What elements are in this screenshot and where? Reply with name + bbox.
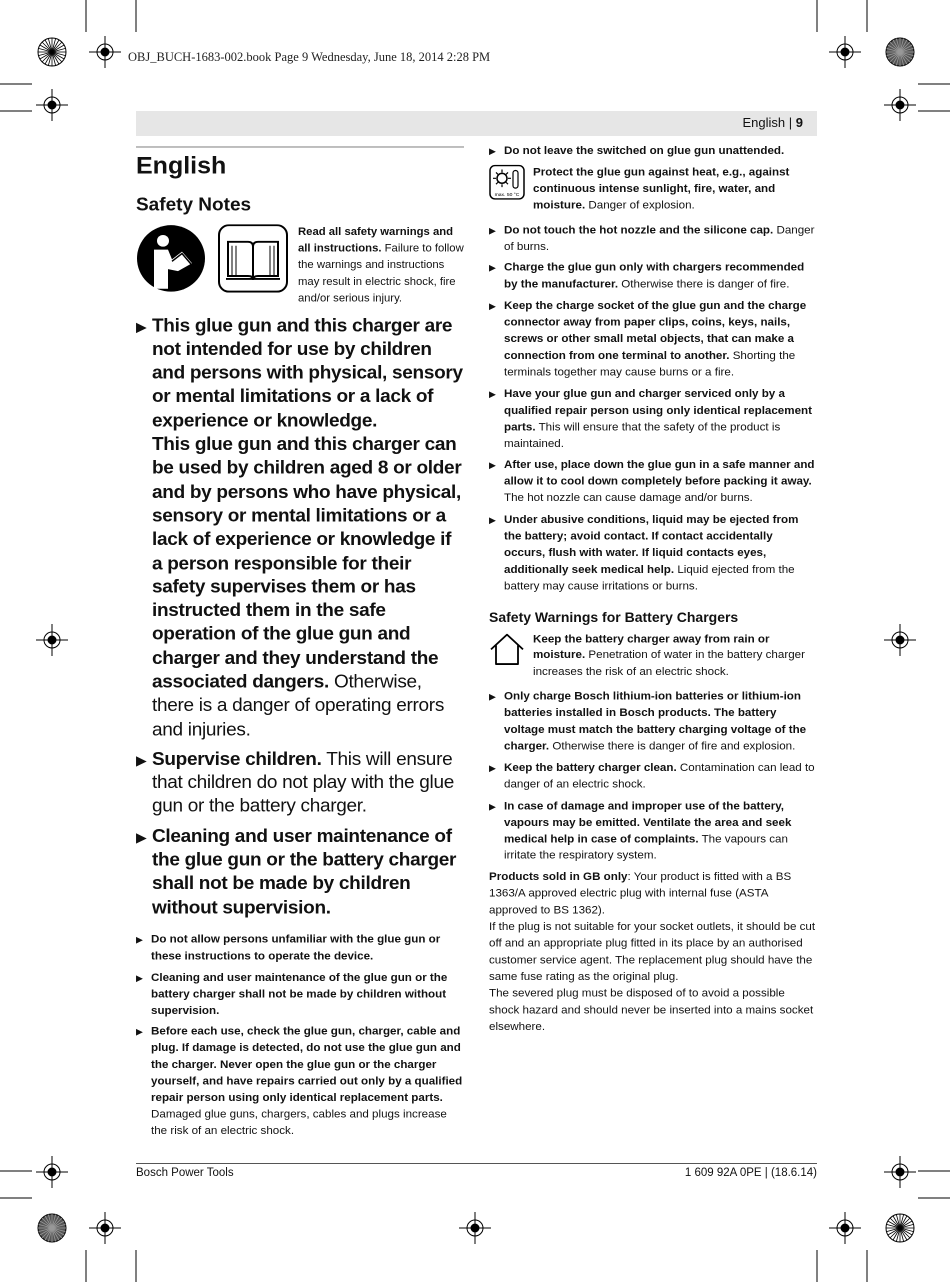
warning-item: ▶ Keep the charge socket of the glue gun and the charge connector away from paper clips, coins, keys, nails, screws or other small metal objects, that can make a connection from one terminal to another. Shorting the terminals together may cause burns or a fire. [489,299,807,379]
severed-plug-paragraph: The severed plug must be disposed of to avoid a possible shock hazard and should never be inserted into a mains socket elsewhere. [489,986,814,1033]
warning-item: ▶ In case of damage and improper use of the battery, vapours may be emitted. Ventilate the area and seek medical help in case of complaints. The vapours can irritate the respiratory system. [489,799,792,862]
charger-safety-heading: Safety Warnings for Battery Chargers [489,608,739,625]
bullet-triangle-icon: ▶ [489,801,496,811]
warning-item: ▶ After use, place down the glue gun in a safe manner and allow it to cool down completely before packing it away. The hot nozzle can cause damage and/or burns. [489,458,815,505]
bullet-triangle-icon: ▶ [489,263,496,273]
intro-text: Read all safety warnings and all instructions. Failure to follow the warnings and instructions may result in electric shock, fire and/or serious injury. [298,226,464,304]
bullet-triangle-icon: ▶ [136,934,143,945]
warning-item: ▶ Have your glue gun and charger serviced only by a qualified repair person using only identical replacement parts. This will ensure that the safety of the product is maintained. [489,387,812,450]
warning-item: ▶ Before each use, check the glue gun, charger, cable and plug. If damage is detected, do not use the glue gun and the charger. Never open the glue gun or the charger yourself, and have repairs carried out only by a qualified repair person using only identical replacement parts. Damaged glue guns, chargers, cables and plugs increase the risk of an electric shock. [136,1025,463,1138]
warning-icons [136,224,288,307]
warning-item: ▶ Keep the battery charger clean. Contamination can lead to danger of an electric shock. [489,761,815,791]
bullet-triangle-icon: ▶ [136,751,147,768]
registration-crosshair-icon [36,89,68,121]
bullet-triangle-icon: ▶ [489,763,496,773]
read-manual-person-icon [136,224,206,292]
warning-item: ▶ Under abusive conditions, liquid may be ejected from the battery; avoid contact. If contact accidentally occurs, flush with water. If liquid contacts eyes, additionally seek medical help. Liquid ejected from the battery may cause irritations or burns. [489,513,799,593]
warning-item: ▶ Do not touch the hot nozzle and the silicone cap. Danger of burns. [489,223,815,253]
bullet-triangle-icon: ▶ [136,318,147,335]
bullet-triangle-icon: ▶ [136,1027,143,1037]
footer-doc-code: 1 609 92A 0PE | (18.6.14) [684,1167,817,1179]
header-language-page: English | 9 [742,115,803,130]
safety-notes-heading: Safety Notes [136,194,252,216]
registration-crosshair-icon [829,1212,861,1244]
registration-star-target-icon [38,1214,66,1242]
big-warning-item: ▶ Cleaning and user maintenance of the glue gun or the battery charger shall not be made by children without supervision. [136,826,457,918]
bullet-triangle-icon: ▶ [489,301,496,312]
rain-warning-text: Keep the battery charger away from rain or moisture. Penetration of water in the battery charger increases the risk of an electric shock. [533,632,805,679]
indoor-house-icon [489,631,525,666]
registration-crosshair-icon [36,1156,68,1188]
left-column [136,146,464,1145]
registration-star-target-icon [38,38,66,66]
warning-item: ▶ Charge the glue gun only with chargers recommended by the manufacturer. Otherwise there is danger of fire. [489,261,805,291]
registration-crosshair-icon [36,624,68,656]
heat-sun-warning-icon [489,164,525,199]
registration-crosshair-icon [89,1212,121,1244]
registration-crosshair-icon [884,1156,916,1188]
rain-warning-item [489,631,817,681]
warning-item: ▶ Only charge Bosch lithium-ion batteries or lithium-ion batteries installed in Bosch products. The battery voltage must match the battery charging voltage of the charger. Otherwise there is danger of fire and explosion. [489,689,807,753]
registration-crosshair-icon [884,624,916,656]
print-info-line: OBJ_BUCH-1683-002.book Page 9 Wednesday, June 18, 2014 2:28 PM [128,50,491,64]
bullet-triangle-icon: ▶ [489,515,496,525]
gb-products-paragraph: Products sold in GB only: Your product is fitted with a BS 1363/A approved electric plug with internal fuse (ASTA approved to BS 1362). [489,870,792,917]
big-warning-item: ▶ This glue gun and this charger are not intended for use by children and persons with physical, sensory or mental limitations or a lack of experience or knowledge. This glue gun and this charger can be used by children aged 8 or older and by persons who have physical, sensory or mental limitations or a lack of experience or knowledge if a person responsible for their safety supervises them or has instructed them in the safe operation of the glue gun and charger and they understand the associated dangers. Otherwise, there is a danger of operating errors and injuries. [136,315,463,740]
heat-warning-text: Protect the glue gun against heat, e.g., against continuous intense sunlight, fire, water, and moisture. Danger of explosion. [533,165,790,212]
page-title: English [136,151,227,180]
registration-crosshair-icon [459,1212,491,1244]
registration-crosshair-icon [829,36,861,68]
registration-star-target-icon [886,1214,914,1242]
bullet-triangle-icon: ▶ [489,145,496,156]
bullet-triangle-icon: ▶ [489,225,496,235]
bullet-triangle-icon: ▶ [136,972,143,983]
footer-publisher: Bosch Power Tools [136,1167,234,1179]
bullet-triangle-icon: ▶ [489,691,496,702]
bullet-triangle-icon: ▶ [136,829,147,845]
section-rule [136,146,464,148]
warning-item: ▶ Do not leave the switched on glue gun unattended. [489,143,817,160]
heat-warning-item [489,164,817,214]
registration-crosshair-icon [884,89,916,121]
right-column [489,143,817,1035]
svg-text:max. 50 °C: max. 50 °C [494,192,520,198]
bullet-triangle-icon: ▶ [489,389,496,399]
page-header-bar [136,111,817,136]
intro-block [136,224,464,307]
warning-item: ▶ Do not allow persons unfamiliar with the glue gun or these instructions to operate the device. [136,932,441,963]
bullet-triangle-icon: ▶ [489,460,496,471]
big-warning-item: ▶ Supervise children. This will ensure that children do not play with the glue gun or the battery charger. [136,748,455,818]
plug-replacement-paragraph: If the plug is not suitable for your socket outlets, it should be cut off and an appropriate plug fitted in its place by an authorised customer service agent. The replacement plug should have the same fuse rating as the original plug. [489,920,816,983]
warning-item: ▶ Cleaning and user maintenance of the glue gun or the battery charger shall not be made by children without supervision. [136,970,448,1017]
open-manual-book-icon [218,224,288,292]
registration-crosshair-icon [89,36,121,68]
page-footer [136,1163,817,1179]
registration-star-target-icon [886,38,914,66]
